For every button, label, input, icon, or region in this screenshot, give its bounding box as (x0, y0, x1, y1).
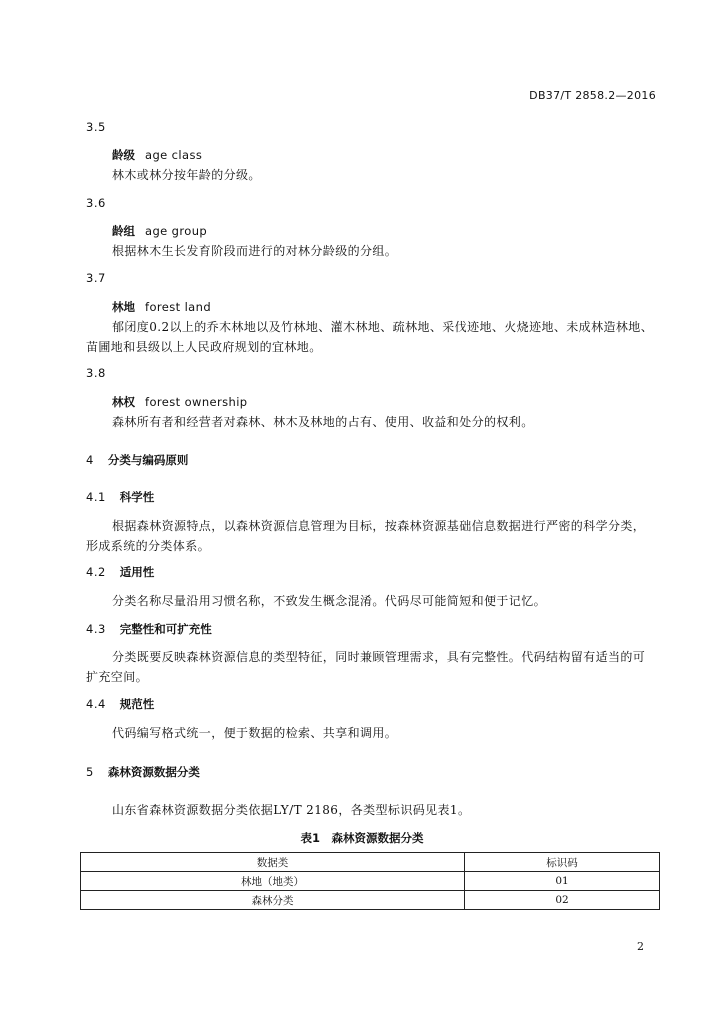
term-zh: 龄级 (112, 148, 135, 162)
term-line (112, 223, 207, 239)
paragraph-line: 代码编写格式统一，便于数据的检索、共享和调用。 (112, 726, 398, 740)
table-row (81, 891, 660, 910)
term-en: age class (145, 148, 203, 162)
table-cell: 林地（地类） (81, 872, 465, 891)
term-zh: 龄组 (112, 224, 135, 238)
table-header-row (81, 853, 660, 872)
paragraph-line: 分类名称尽量沿用习惯名称，不致发生概念混淆。代码尽可能简短和便于记忆。 (112, 594, 547, 608)
term-definition: 森林所有者和经营者对森林、林木及林地的占有、使用、收益和处分的权利。 (112, 415, 534, 429)
term-en: forest land (145, 300, 212, 314)
term-definition-line: 苗圃地和县级以上人民政府规划的宜林地。 (86, 340, 322, 354)
term-zh: 林地 (112, 300, 135, 314)
table-cell: 02 (465, 891, 660, 910)
standard-code: DB37/T 2858.2—2016 (529, 89, 656, 102)
section-heading: 4 分类与编码原则 (86, 453, 189, 467)
subsection-heading: 4.4 规范性 (86, 697, 155, 711)
subsection-heading: 4.2 适用性 (86, 565, 155, 579)
clause-number: 3.6 (86, 196, 106, 210)
paragraph-line: 根据森林资源特点，以森林资源信息管理为目标，按森林资源基础信息数据进行严密的科学分类， (112, 519, 646, 533)
subsection-heading: 4.1 科学性 (86, 490, 155, 504)
term-zh: 林权 (112, 395, 135, 409)
term-line (112, 394, 248, 410)
table-row (81, 872, 660, 891)
term-en: age group (145, 224, 208, 238)
clause-number: 3.5 (86, 120, 106, 134)
term-line (112, 299, 211, 315)
term-line (112, 147, 202, 163)
paragraph-line: 山东省森林资源数据分类依据LY/T 2186，各类型标识码见表1。 (112, 803, 471, 817)
term-definition-line: 郁闭度0.2以上的乔木林地以及竹林地、灌木林地、疏林地、采伐迹地、火烧迹地、未成林造林地、 (112, 320, 654, 334)
data-classification-table (80, 852, 660, 910)
table-header-cell: 标识码 (465, 853, 660, 872)
table-cell: 01 (465, 872, 660, 891)
table-header-cell: 数据类 (81, 853, 465, 872)
clause-number: 3.8 (86, 366, 106, 380)
subsection-heading: 4.3 完整性和可扩充性 (86, 622, 212, 636)
term-en: forest ownership (145, 395, 248, 409)
section-heading: 5 森林资源数据分类 (86, 765, 200, 779)
paragraph-line: 扩充空间。 (86, 670, 149, 684)
table-cell: 森林分类 (81, 891, 465, 910)
term-definition: 林木或林分按年龄的分级。 (112, 168, 261, 182)
paragraph-line: 形成系统的分类体系。 (86, 539, 211, 553)
paragraph-line: 分类既要反映森林资源信息的类型特征，同时兼顾管理需求，具有完整性。代码结构留有适当的可 (112, 650, 646, 664)
clause-number: 3.7 (86, 271, 106, 285)
page-number: 2 (637, 940, 644, 953)
term-definition: 根据林木生长发育阶段而进行的对林分龄级的分组。 (112, 244, 398, 258)
table-caption: 表1 森林资源数据分类 (300, 831, 424, 845)
